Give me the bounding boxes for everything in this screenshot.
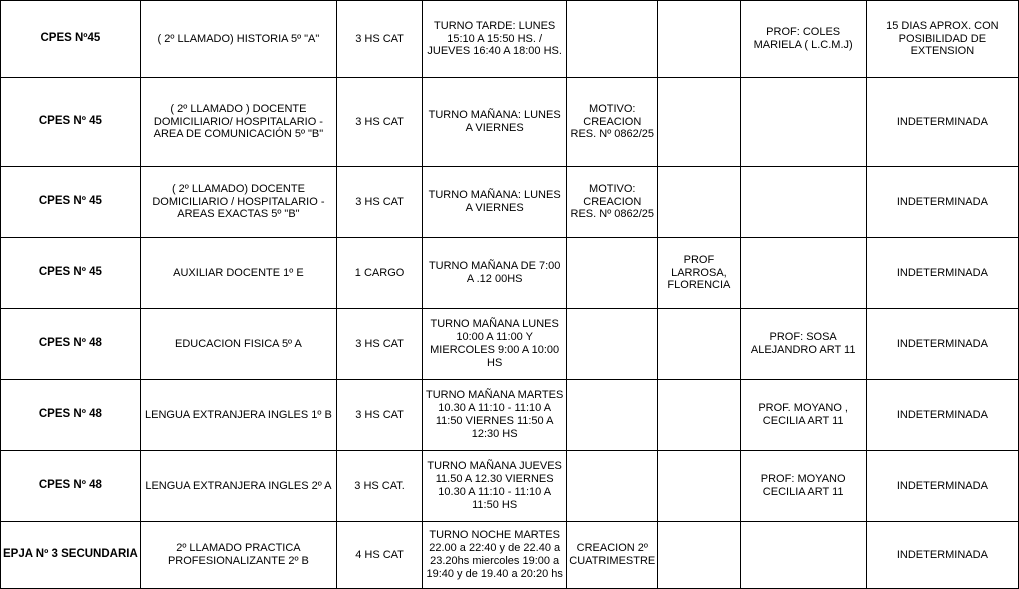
holder-cell [658,167,740,238]
table-row [1,522,1019,589]
holder-cell [658,1,740,78]
table-row [1,451,1019,522]
holder-cell [658,78,740,167]
motive-cell: MOTIVO: CREACION RES. Nº 0862/25 [567,78,658,167]
holder-cell [658,522,740,589]
motive-cell [567,380,658,451]
hours-cell: 3 HS CAT [337,1,423,78]
holder-cell [658,380,740,451]
position-cell: LENGUA EXTRANJERA INGLES 1º B [140,380,336,451]
schedule-cell: TURNO MAÑANA JUEVES 11.50 A 12.30 VIERNES 10.30 A 11:10 - 11:10 A 11:50 HS [423,451,567,522]
schedule-cell: TURNO MAÑANA MARTES 10.30 A 11:10 - 11:10 A 11:50 VIERNES 11:50 A 12:30 HS [423,380,567,451]
school-cell: EPJA Nº 3 SECUNDARIA [1,522,141,589]
school-cell: CPES Nº 45 [1,167,141,238]
hours-cell: 3 HS CAT [337,380,423,451]
duration-cell: 15 DIAS APROX. CON POSIBILIDAD DE EXTENSION [866,1,1018,78]
school-cell: CPES Nº45 [1,1,141,78]
position-cell: AUXILIAR DOCENTE 1º E [140,238,336,309]
position-cell: 2º LLAMADO PRACTICA PROFESIONALIZANTE 2º B [140,522,336,589]
replacing-cell: PROF: COLES MARIELA ( L.C.M.J) [740,1,866,78]
schedule-cell: TURNO MAÑANA: LUNES A VIERNES [423,78,567,167]
position-cell: EDUCACION FISICA 5º A [140,309,336,380]
duration-cell: INDETERMINADA [866,380,1018,451]
table-row [1,167,1019,238]
school-cell: CPES Nº 48 [1,309,141,380]
replacing-cell: PROF: SOSA ALEJANDRO ART 11 [740,309,866,380]
duration-cell: INDETERMINADA [866,238,1018,309]
motive-cell: MOTIVO: CREACION RES. Nº 0862/25 [567,167,658,238]
hours-cell: 3 HS CAT [337,309,423,380]
hours-cell: 4 HS CAT [337,522,423,589]
replacing-cell: PROF. MOYANO , CECILIA ART 11 [740,380,866,451]
table-row [1,380,1019,451]
schedule-cell: TURNO NOCHE MARTES 22.00 a 22:40 y de 22.40 a 23.20hs miercoles 19:00 a 19:40 y de 19.40 a 20:20 hs [423,522,567,589]
duration-cell: INDETERMINADA [866,451,1018,522]
motive-cell [567,238,658,309]
position-cell: LENGUA EXTRANJERA INGLES 2º A [140,451,336,522]
hours-cell: 3 HS CAT. [337,451,423,522]
replacing-cell: PROF: MOYANO CECILIA ART 11 [740,451,866,522]
schedule-cell: TURNO MAÑANA: LUNES A VIERNES [423,167,567,238]
table-row [1,309,1019,380]
table-row [1,78,1019,167]
position-cell: ( 2º LLAMADO) HISTORIA 5º "A" [140,1,336,78]
school-cell: CPES Nº 48 [1,380,141,451]
replacing-cell [740,167,866,238]
holder-cell [658,451,740,522]
school-cell: CPES Nº 48 [1,451,141,522]
schedule-cell: TURNO TARDE: LUNES 15:10 A 15:50 HS. / JUEVES 16:40 A 18:00 HS. [423,1,567,78]
replacing-cell [740,238,866,309]
holder-cell [658,309,740,380]
motive-cell [567,1,658,78]
motive-cell [567,309,658,380]
schedule-cell: TURNO MAÑANA DE 7:00 A .12 00HS [423,238,567,309]
duration-cell: INDETERMINADA [866,78,1018,167]
school-cell: CPES Nº 45 [1,238,141,309]
duration-cell: INDETERMINADA [866,522,1018,589]
motive-cell [567,451,658,522]
replacing-cell [740,78,866,167]
duration-cell: INDETERMINADA [866,309,1018,380]
schedule-cell: TURNO MAÑANA LUNES 10:00 A 11:00 Y MIERCOLES 9:00 A 10:00 HS [423,309,567,380]
motive-cell: CREACION 2º CUATRIMESTRE [567,522,658,589]
table-row [1,1,1019,78]
duration-cell: INDETERMINADA [866,167,1018,238]
position-cell: ( 2º LLAMADO ) DOCENTE DOMICILIARIO/ HOSPITALARIO - AREA DE COMUNICACIÓN 5º "B" [140,78,336,167]
replacing-cell [740,522,866,589]
holder-cell: PROF LARROSA, FLORENCIA [658,238,740,309]
school-cell: CPES Nº 45 [1,78,141,167]
hours-cell: 1 CARGO [337,238,423,309]
table-row [1,238,1019,309]
hours-cell: 3 HS CAT [337,78,423,167]
position-cell: ( 2º LLAMADO) DOCENTE DOMICILIARIO / HOSPITALARIO - AREAS EXACTAS 5º "B" [140,167,336,238]
hours-cell: 3 HS CAT [337,167,423,238]
